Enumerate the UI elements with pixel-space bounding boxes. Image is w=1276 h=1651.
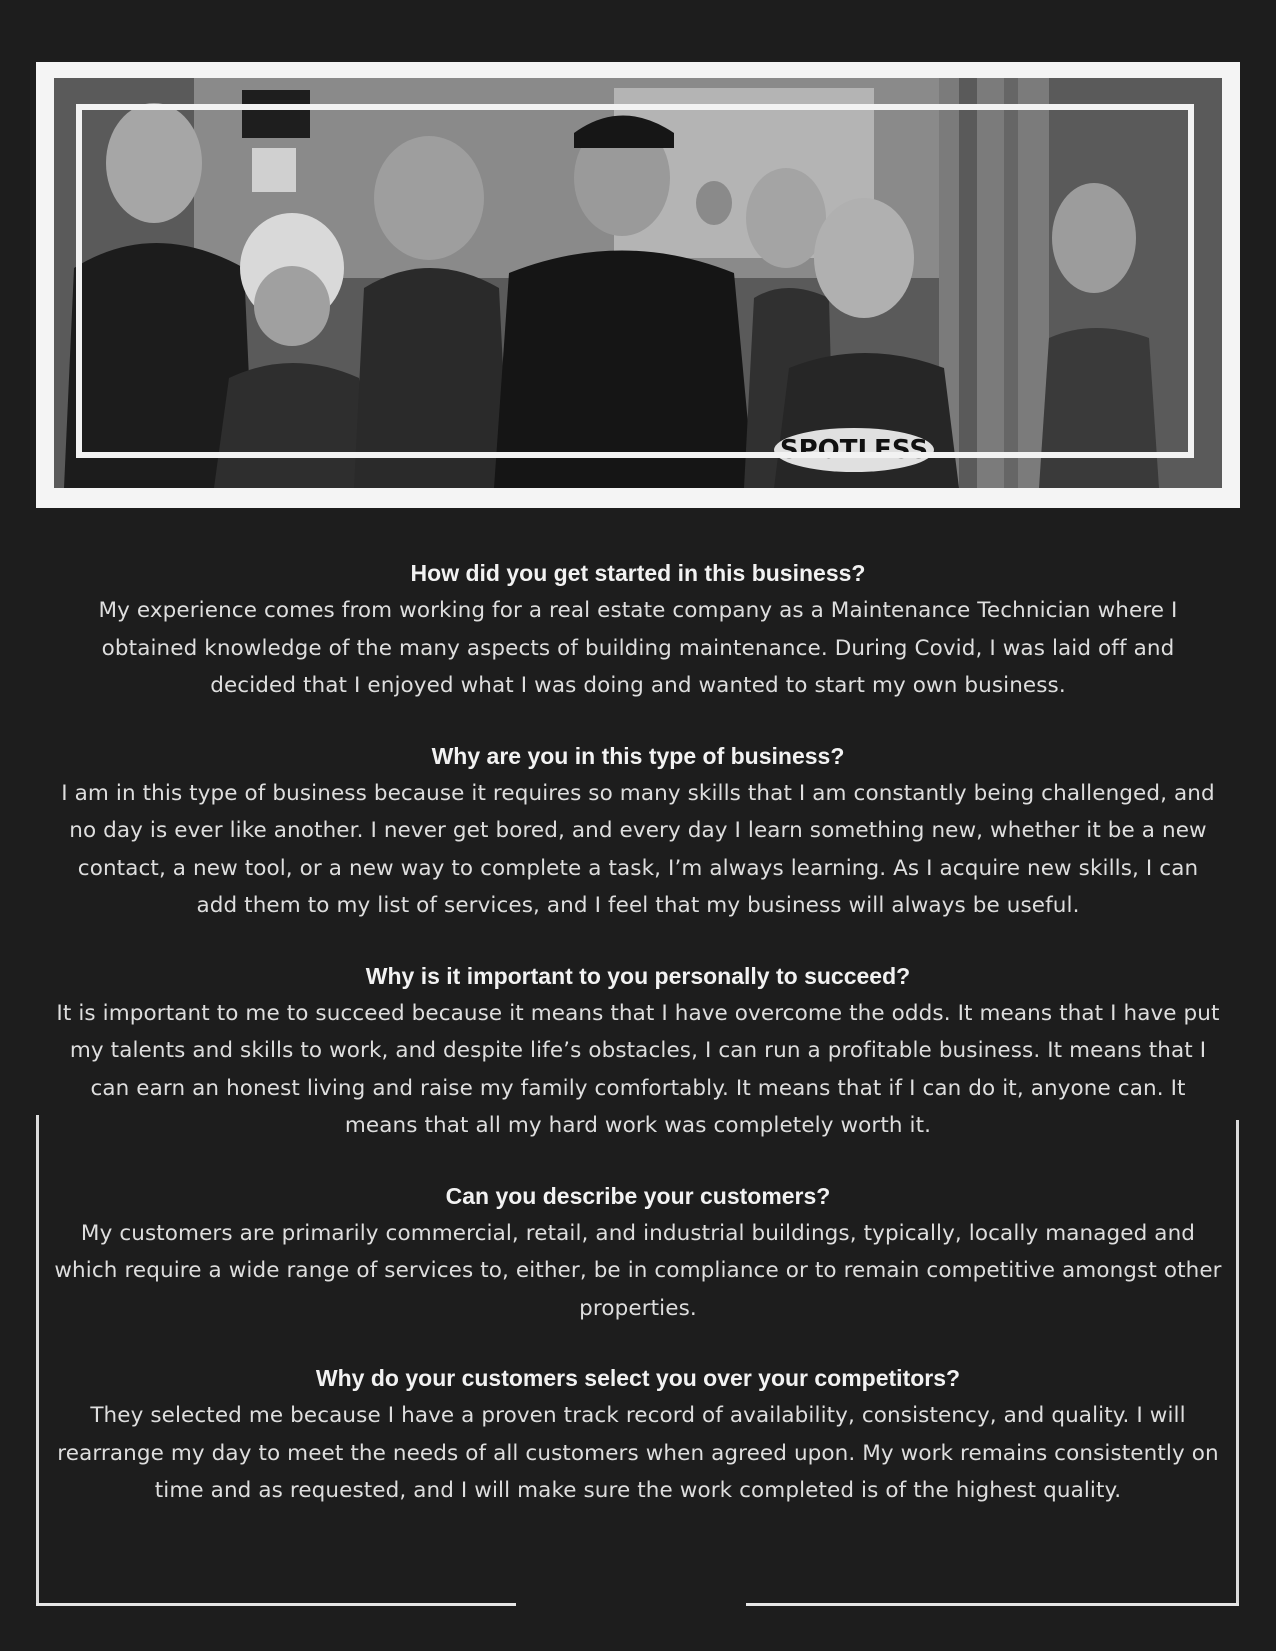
person-5 — [696, 181, 732, 225]
question-5: Why do your customers select you over your competitors? — [315, 1365, 961, 1391]
answer-1: My experience comes from working for a real estate company as a Maintenance Technician where I obtained knowledge of the many aspects of building maintenance. During Covid, I was laid off and decided that I enjoyed what I was doing and wanted to start my own business. — [98, 598, 1178, 698]
question-1: How did you get started in this business? — [410, 560, 866, 586]
qa-section-3 — [54, 958, 1222, 1145]
frame-line-bottom — [36, 1603, 516, 1606]
answer-4: My customers are primarily commercial, retail, and industrial buildings, typically, locally managed and which require a wide range of services to, either, be in compliance or to remain competitive amongst other properties. — [54, 1220, 1222, 1321]
team-photo — [54, 78, 1222, 488]
shirt-logo-text: SPOTLESS — [779, 435, 929, 465]
qa-content — [54, 555, 1222, 1543]
frame-line-left — [36, 1115, 39, 1605]
qa-section-1 — [54, 555, 1222, 705]
answer-5: They selected me because I have a proven track record of availability, consistency, and quality. I will rearrange my day to meet the needs of all customers when agreed upon. My work remains consistently on time and as requested, and I will make sure the work completed is of the highest quality. — [57, 1403, 1219, 1503]
answer-2: I am in this type of business because it requires so many skills that I am constantly being challenged, and no day is ever like another. I never get bored, and every day I learn something new, whether it be a new contact, a new tool, or a new way to complete a task, I’m always learning. As I acquire new skills, I can add them to my list of services, and I feel that my business will always be useful. — [61, 780, 1215, 918]
qa-section-2 — [54, 738, 1222, 925]
question-3: Why is it important to you personally to succeed? — [365, 962, 911, 989]
qa-section-4 — [54, 1178, 1222, 1328]
question-2: Why are you in this type of business? — [431, 742, 845, 769]
qa-section-5 — [54, 1360, 1222, 1510]
answer-3: It is important to me to succeed because it means that I have overcome the odds. It means that I have put my talents and skills to work, and despite life’s obstacles, I can run a profitable business. It means that I can earn an honest living and raise my family comfortably. It means that if I can do it, anyone can. It means that all my hard work was completely worth it. — [56, 1000, 1220, 1138]
frame-line-right — [1236, 1120, 1239, 1605]
frame-line-bottom — [746, 1603, 1239, 1606]
question-4: Can you describe your customers? — [445, 1182, 831, 1209]
